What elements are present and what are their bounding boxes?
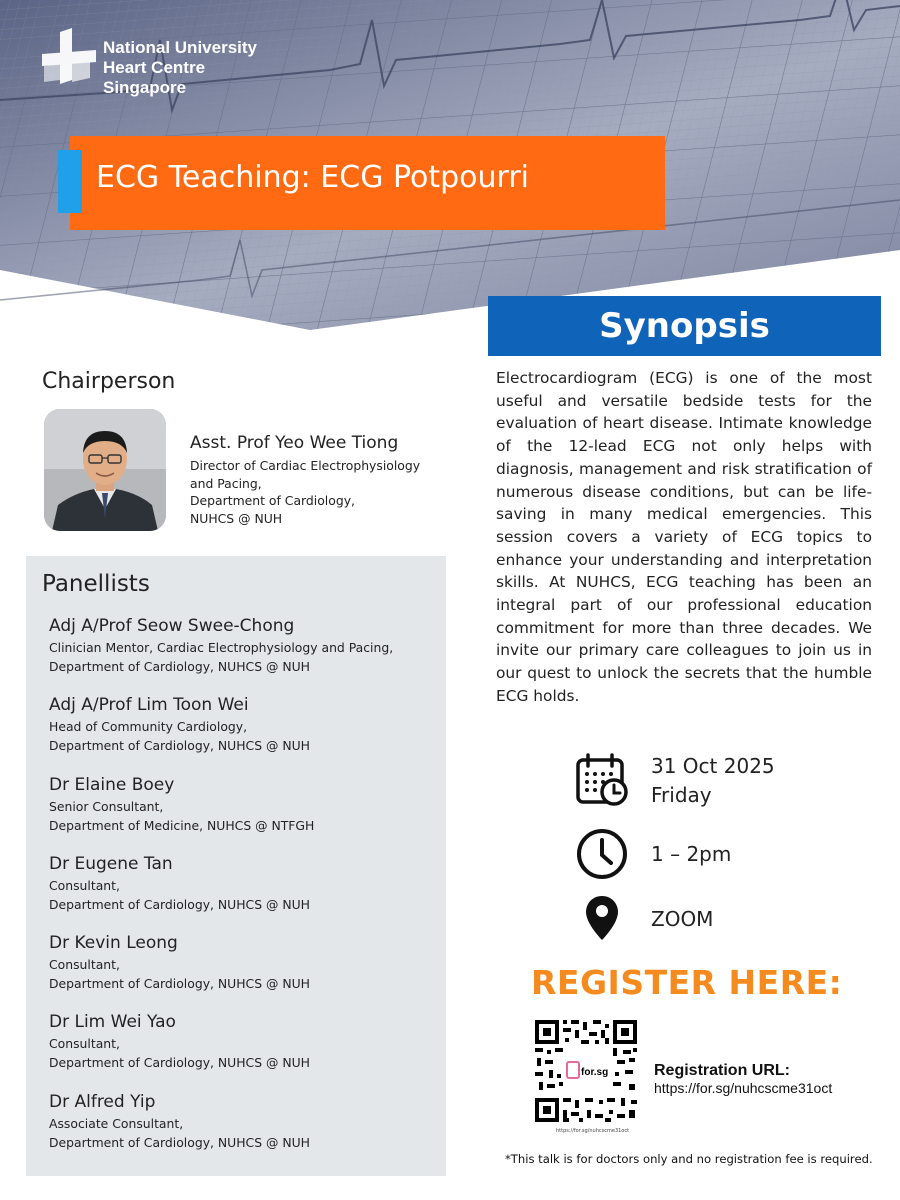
logo-wordmark [103, 38, 257, 98]
page-title: ECG Teaching: ECG Potpourri [96, 160, 530, 195]
chairperson-role-line: Department of Cardiology, [190, 493, 355, 508]
chairperson-role-line: NUHCS @ NUH [190, 510, 283, 526]
panellist-name: Dr Kevin Leong [49, 933, 178, 953]
logo-line-3: Singapore [103, 78, 187, 97]
panellist-title: Associate Consultant, [49, 1116, 184, 1131]
panellists-heading: Panellists [42, 571, 150, 597]
panellist-name: Dr Eugene Tan [49, 854, 173, 874]
qr-brand-text: for.sg [581, 1067, 609, 1078]
footnote: *This talk is for doctors only and no registration fee is required. [505, 1152, 873, 1166]
chairperson-role-line: Director of Cardiac Electrophysiology [190, 458, 421, 473]
panellist-department: Department of Cardiology, NUHCS @ NUH [49, 738, 311, 753]
registration-url-link[interactable]: https://for.sg/nuhcscme31oct [654, 1080, 833, 1096]
panellist-department: Department of Cardiology, NUHCS @ NUH [49, 976, 311, 991]
panellist-item [49, 1010, 439, 1072]
event-date: 31 Oct 2025 [651, 754, 775, 778]
panellist-item [49, 931, 439, 993]
panellist-title: Clinician Mentor, Cardiac Electrophysiology and Pacing, [49, 640, 394, 655]
panellist-title: Head of Community Cardiology, [49, 719, 248, 734]
panellist-item [49, 614, 439, 676]
synopsis-heading: Synopsis [599, 306, 770, 346]
synopsis-text: Electrocardiogram (ECG) is one of the most useful and versatile bedside tests for the evaluation of heart disease. Intimate knowledge of the 12-lead ECG not only helps with diagnosis, management and risk stratification of numerous disease conditions, but can be life-saving in many medical emergencies. This session covers a variety of ECG topics to enhance your understanding and interpretation skills. At NUHCS, ECG teaching has been an integral part of our professional education commitment for more than three decades. We invite our primary care colleagues to join us in our quest to unlock the secrets that the humble ECG holds. [496, 369, 872, 705]
panellist-department: Department of Cardiology, NUHCS @ NUH [49, 1055, 311, 1070]
logo-line-1: National University [103, 38, 257, 57]
register-heading: REGISTER HERE: [531, 963, 843, 1002]
event-venue: ZOOM [651, 907, 714, 931]
panellist-title: Consultant, [49, 1036, 120, 1051]
qr-caption: https://for.sg/nuhcscme31oct [556, 1128, 630, 1134]
registration-url-label: Registration URL: [654, 1062, 790, 1079]
location-pin-icon [584, 894, 620, 942]
panellist-title: Senior Consultant, [49, 799, 164, 814]
chairperson-name: Asst. Prof Yeo Wee Tiong [190, 433, 399, 453]
panellist-name: Adj A/Prof Seow Swee-Chong [49, 616, 295, 636]
chairperson-photo [44, 409, 166, 531]
event-day: Friday [651, 783, 712, 807]
calendar-clock-icon [574, 752, 630, 808]
panellist-name: Dr Elaine Boey [49, 775, 175, 795]
panellist-department: Department of Cardiology, NUHCS @ NUH [49, 659, 311, 674]
clock-icon [575, 827, 629, 881]
panellist-item [49, 773, 439, 835]
panellist-name: Dr Alfred Yip [49, 1092, 156, 1112]
panellist-title: Consultant, [49, 878, 120, 893]
event-time: 1 – 2pm [651, 842, 732, 866]
chairperson-role [190, 457, 420, 527]
panellist-department: Department of Cardiology, NUHCS @ NUH [49, 897, 311, 912]
panellist-name: Adj A/Prof Lim Toon Wei [49, 695, 249, 715]
panellist-name: Dr Lim Wei Yao [49, 1012, 176, 1032]
panellist-item [49, 1090, 439, 1152]
panellist-item [49, 852, 439, 914]
qr-code[interactable] [533, 1018, 639, 1124]
logo-line-2: Heart Centre [103, 58, 206, 77]
person-portrait-icon [44, 409, 166, 531]
panellist-department: Department of Medicine, NUHCS @ NTFGH [49, 818, 315, 833]
panellist-item [49, 693, 439, 755]
title-accent-bar [58, 150, 82, 213]
chairperson-role-line: and Pacing, [190, 475, 262, 491]
panellist-department: Department of Cardiology, NUHCS @ NUH [49, 1135, 311, 1150]
chairperson-heading: Chairperson [42, 369, 176, 394]
panellist-title: Consultant, [49, 957, 120, 972]
